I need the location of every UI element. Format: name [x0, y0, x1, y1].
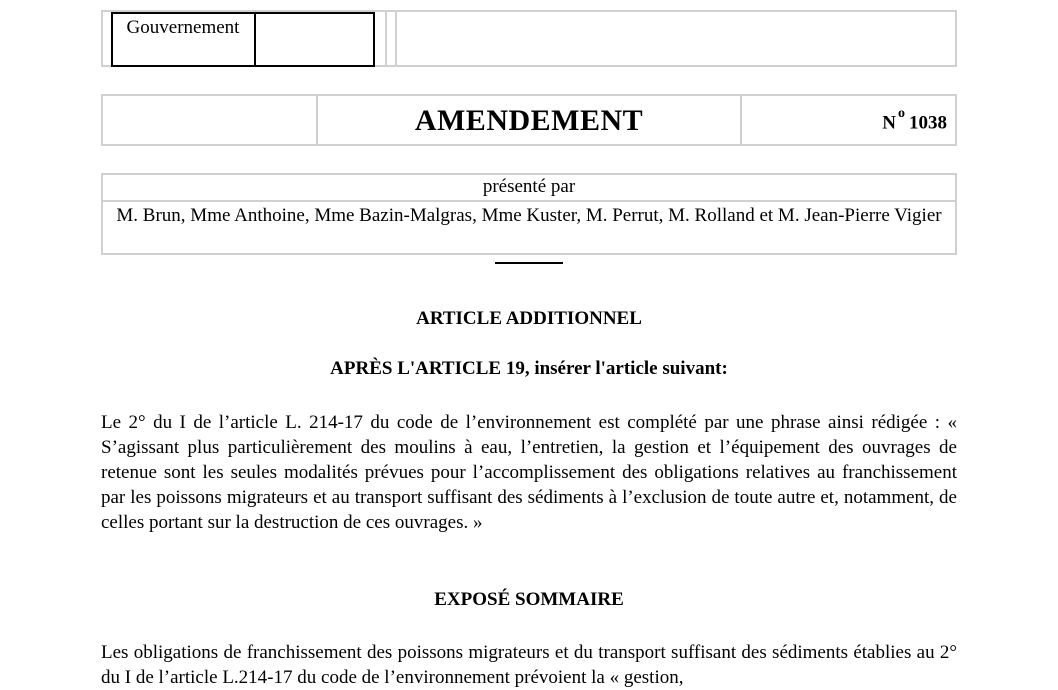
article-heading: ARTICLE ADDITIONNEL	[416, 308, 642, 329]
number-superscript: o	[898, 106, 905, 121]
amendment-title: AMENDEMENT	[414, 104, 644, 137]
government-empty-cell	[254, 12, 375, 67]
header-divider	[385, 10, 397, 67]
separator-dash	[495, 262, 563, 264]
number-value: 1038	[909, 112, 947, 134]
article-body: Le 2° du I de l’article L. 214-17 du code de l’environnement est complété par une phrase ainsi rédigée : « S’agissant plus particulièrement des moulins à eau, l’entretien, la gestion et l’équipement des ouvrages de retenue sont les seules modalités prévues pour l’accomplissement des obligations relatives au franchissement par les poissons migrateurs et au transport suffisant des sédiments à l’exclusion de toute autre et, notamment, de celles portant sur la destruction de ces ouvrages. »	[101, 412, 957, 533]
amendment-number	[742, 106, 947, 134]
authors-list: M. Brun, Mme Anthoine, Mme Bazin-Malgras, Mme Kuster, M. Perrut, M. Rolland et M. Jean-Pierre Vigier	[116, 205, 942, 226]
government-label: Gouvernement	[126, 17, 240, 38]
expose-heading: EXPOSÉ SOMMAIRE	[434, 589, 624, 610]
number-prefix: N	[882, 112, 896, 134]
article-insertion-heading: APRÈS L'ARTICLE 19, insérer l'article suivant:	[330, 358, 728, 379]
expose-body: Les obligations de franchissement des poissons migrateurs et du transport suffisant des sédiments établies au 2° du I de l’article L.214-17 du code de l’environnement prévoient la « gestion,	[101, 642, 957, 688]
presented-by-label: présenté par	[482, 176, 576, 197]
presented-by-divider	[101, 200, 957, 202]
